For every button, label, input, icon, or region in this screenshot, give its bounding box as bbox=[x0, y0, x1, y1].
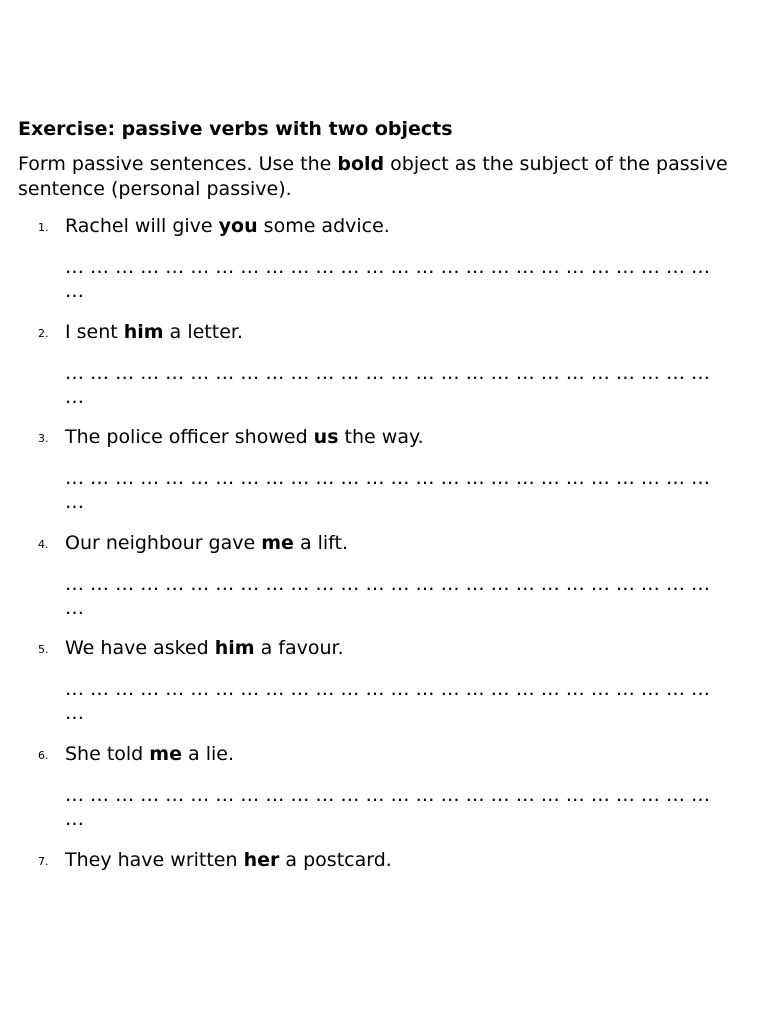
sentence-object: him bbox=[123, 320, 164, 343]
answer-dots-end: … bbox=[65, 491, 84, 514]
exercise-item bbox=[18, 848, 740, 954]
sentence-end: a lift. bbox=[293, 531, 349, 554]
sentence-start: The police officer showed bbox=[65, 426, 314, 449]
sentence-end: some advice. bbox=[257, 215, 390, 237]
sentence-object: me bbox=[261, 531, 294, 554]
exercise-item bbox=[18, 425, 740, 531]
sentence-end: a postcard. bbox=[279, 848, 392, 871]
answer-line bbox=[65, 572, 741, 620]
item-sentence bbox=[65, 742, 740, 767]
exercise-item bbox=[18, 636, 740, 742]
sentence-start: I sent bbox=[65, 320, 124, 343]
answer-dots: … … … … … … … … … … … … … … … … … … … … … … … … … … bbox=[65, 256, 710, 278]
exercise-item bbox=[18, 320, 740, 426]
exercise-item bbox=[18, 742, 740, 848]
sentence-end: a letter. bbox=[163, 320, 243, 343]
sentence-object: him bbox=[214, 637, 255, 660]
item-number: 2. bbox=[38, 326, 49, 340]
exercise-list bbox=[18, 214, 740, 953]
answer-line bbox=[65, 677, 741, 725]
sentence-start: They have written bbox=[65, 848, 244, 871]
exercise-title: Exercise: passive verbs with two objects bbox=[18, 118, 453, 140]
sentence-start: We have asked bbox=[65, 637, 215, 660]
exercise-item bbox=[18, 531, 740, 637]
answer-line bbox=[65, 783, 741, 831]
item-sentence bbox=[65, 848, 740, 873]
answer-dots-end: … bbox=[65, 807, 84, 830]
instructions-bold-word: bold bbox=[337, 153, 385, 175]
sentence-start: She told bbox=[65, 742, 150, 765]
item-sentence bbox=[65, 320, 740, 345]
answer-dots: … … … … … … … … … … … … … … … … … … … … … … … … … … bbox=[65, 678, 710, 701]
answer-dots: … … … … … … … … … … … … … … … … … … … … … … … … … … bbox=[65, 467, 710, 490]
sentence-end: a lie. bbox=[181, 742, 234, 765]
worksheet bbox=[18, 117, 740, 953]
answer-dots: … … … … … … … … … … … … … … … … … … … … … … … … … … bbox=[65, 783, 710, 806]
answer-dots: … … … … … … … … … … … … … … … … … … … … … … … … … … bbox=[65, 572, 710, 595]
answer-dots-end: … bbox=[65, 280, 84, 302]
answer-dots: … … … … … … … … … … … … … … … … … … … … … … … … … … bbox=[65, 361, 710, 384]
item-number: 4. bbox=[38, 537, 49, 551]
sentence-object: me bbox=[149, 742, 182, 765]
answer-dots-end: … bbox=[65, 385, 84, 408]
instructions-text-end: object as the subject of the passive sentence (personal passive). bbox=[18, 153, 728, 200]
sentence-end: the way. bbox=[338, 426, 424, 449]
item-number: 3. bbox=[38, 432, 49, 446]
item-number: 1. bbox=[38, 221, 49, 234]
item-sentence bbox=[65, 531, 740, 556]
sentence-end: a favour. bbox=[254, 637, 344, 660]
item-number: 5. bbox=[38, 643, 49, 657]
item-sentence bbox=[65, 636, 740, 661]
item-sentence bbox=[65, 214, 740, 239]
sentence-object: her bbox=[243, 848, 280, 871]
sentence-start: Rachel will give bbox=[65, 215, 219, 237]
answer-line bbox=[65, 466, 741, 514]
sentence-object: you bbox=[218, 215, 258, 237]
answer-line bbox=[65, 361, 741, 409]
answer-dots-end: … bbox=[65, 702, 84, 725]
item-number: 7. bbox=[38, 854, 49, 868]
exercise-item bbox=[18, 214, 740, 320]
item-sentence bbox=[65, 425, 740, 450]
sentence-object: us bbox=[313, 426, 339, 449]
item-number: 6. bbox=[38, 748, 49, 762]
answer-dots-end: … bbox=[65, 596, 84, 619]
answer-line bbox=[65, 255, 741, 303]
exercise-instructions bbox=[18, 152, 740, 202]
sentence-start: Our neighbour gave bbox=[65, 531, 262, 554]
instructions-text-start: Form passive sentences. Use the bbox=[18, 153, 338, 175]
